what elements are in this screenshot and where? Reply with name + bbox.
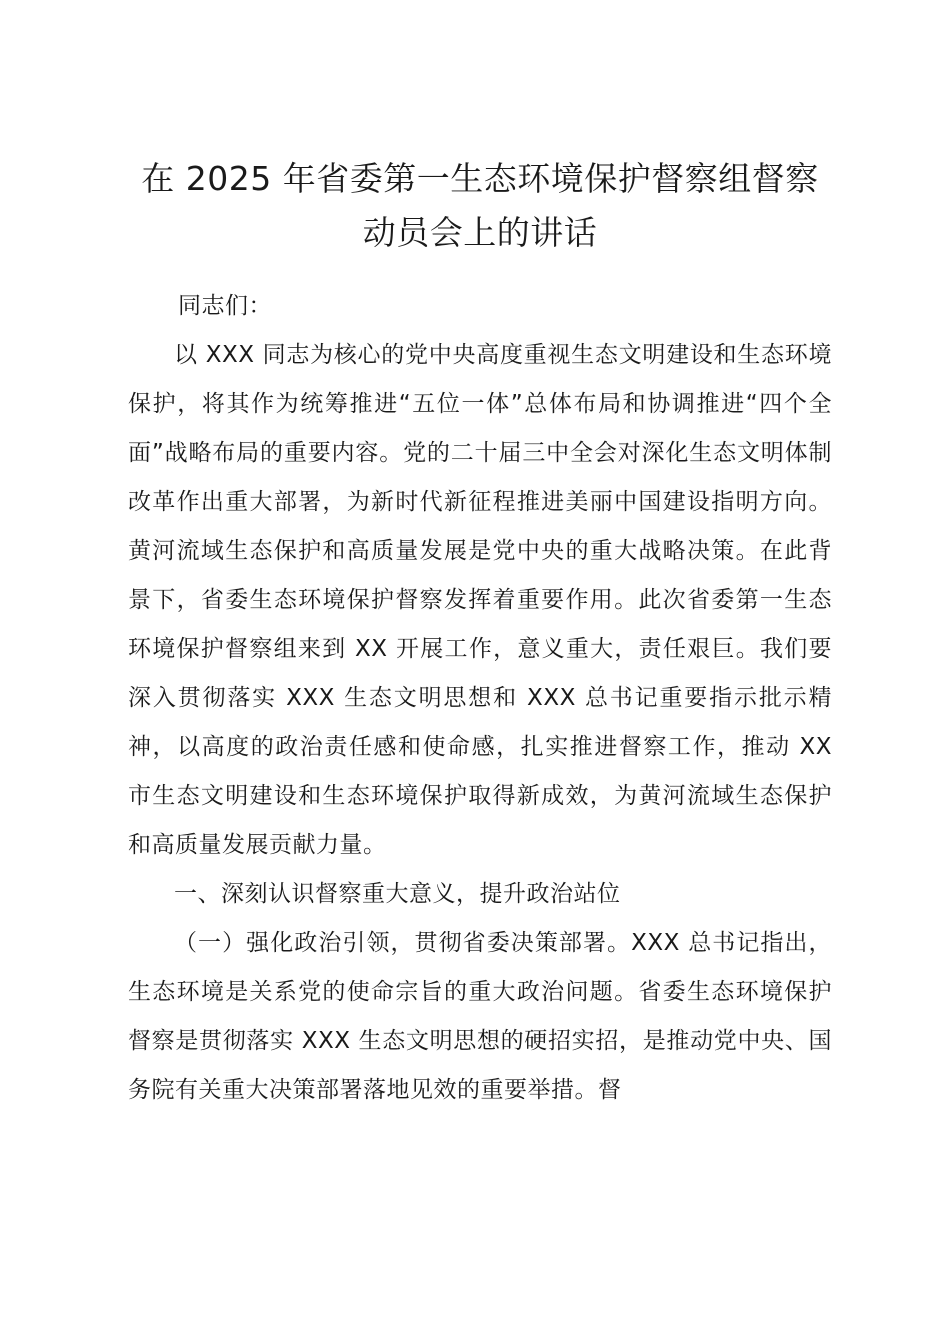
- title-line-1: 在 2025 年省委第一生态环境保护督察组督察: [141, 159, 819, 198]
- section-heading-1: 一、深刻认识督察重大意义，提升政治站位: [174, 881, 621, 907]
- document-title: [110, 152, 850, 260]
- paragraph-section-1-1: （一）强化政治引领，贯彻省委决策部署。XXX 总书记指出，生态环境是关系党的使命宗旨的重大政治问题。省委生态环境保护督察是贯彻落实 XXX 生态文明思想的硬招实招，是推动党中央、国务院有关重大决策部署落地见效的重要举措。督: [128, 930, 832, 1103]
- salutation: 同志们：: [178, 293, 272, 319]
- document-body: [128, 331, 832, 1115]
- paragraph-intro: 以 XXX 同志为核心的党中央高度重视生态文明建设和生态环境保护，将其作为统筹推进“五位一体”总体布局和协调推进“四个全面”战略布局的重要内容。党的二十届三中全会对深化生态文明体制改革作出重大部署，为新时代新征程推进美丽中国建设指明方向。黄河流域生态保护和高质量发展是党中央的重大战略决策。在此背景下，省委生态环境保护督察发挥着重要作用。此次省委第一生态环境保护督察组来到 XX 开展工作，意义重大，责任艰巨。我们要深入贯彻落实 XXX 生态文明思想和 XXX 总书记重要指示批示精神，以高度的政治责任感和使命感，扎实推进督察工作，推动 XX 市生态文明建设和生态环境保护取得新成效，为黄河流域生态保护和高质量发展贡献力量。: [128, 342, 832, 858]
- title-line-2: 动员会上的讲话: [362, 213, 598, 252]
